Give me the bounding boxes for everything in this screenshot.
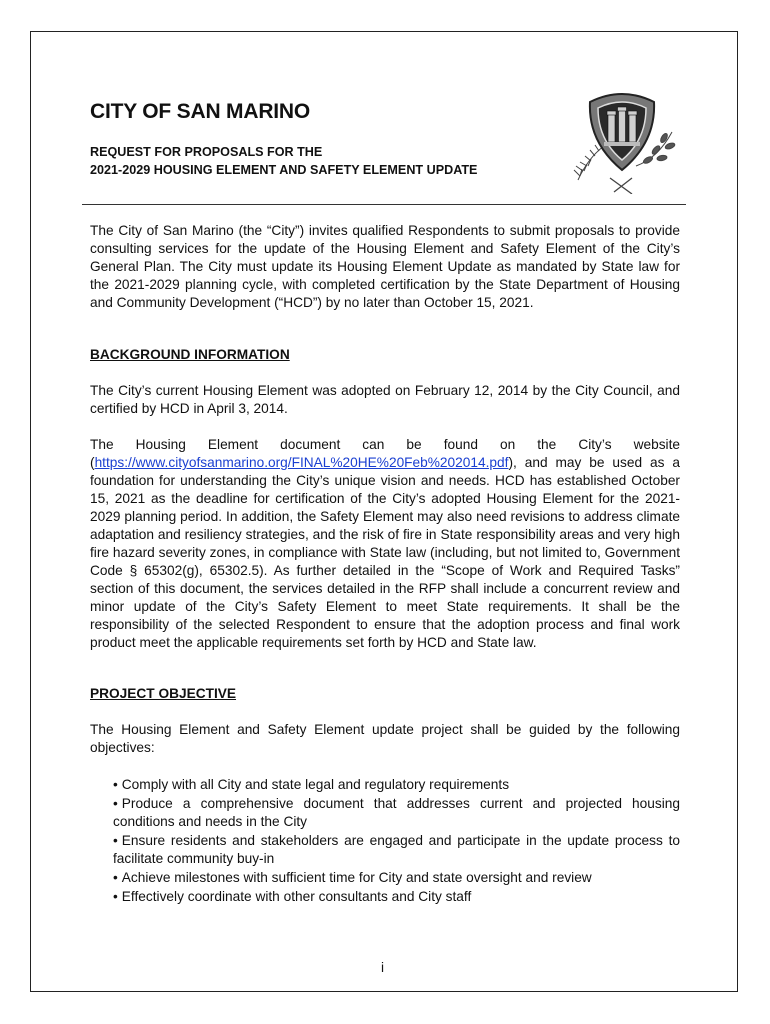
page-number: i <box>381 960 385 975</box>
objective-list <box>113 776 680 907</box>
list-item <box>113 776 680 794</box>
background-paragraph-1: The City’s current Housing Element was adopted on February 12, 2014 by the City Council, and certified by HCD in April 3, 2014. <box>90 383 680 416</box>
list-item-text: Ensure residents and stakeholders are engaged and participate in the update process to facilitate community buy-in <box>113 833 680 866</box>
bullet-icon: • <box>113 889 118 904</box>
bullet-icon: • <box>113 833 118 848</box>
header-divider <box>82 204 686 205</box>
city-seal-logo <box>560 88 684 194</box>
paragraph-text: ), and may be used as a foundation for understanding the City’s unique vision and needs. HCD has established October 15, 2021 as the deadline for certification of the City’s adopted Housing Element for the 2021-2029 planning period. In addition, the Safety Element may also need revisions to address climate adaptation and resiliency strategies, and the risk of fire in State responsibility areas and very high fire hazard severity zones, in compliance with State law (including, but not limited to, Government Code § 65302(g), 65302.5). As further detailed in the “Scope of Work and Required Tasks” section of this document, the services detailed in the RFP shall include a concurrent review and minor update of the City’s Safety Element to meet State requirements. It shall be the responsibility of the selected Respondent to ensure that the adoption process and final work product meet the applicable requirements set forth by HCD and State law. <box>90 455 680 650</box>
objective-heading: PROJECT OBJECTIVE <box>90 686 237 701</box>
list-item <box>113 795 680 831</box>
page-title: CITY OF SAN MARINO <box>90 100 311 123</box>
background-paragraph-2 <box>90 436 680 652</box>
intro-paragraph: The City of San Marino (the “City”) invites qualified Respondents to submit proposals to provide consulting services for the update of the Housing Element and Safety Element of the City’s General Plan. The City must update its Housing Element Update as mandated by State law for the 2021-2029 planning cycle, with completed certification by the State Department of Housing and Community Development (“HCD”) by no later than October 15, 2021. <box>90 223 680 310</box>
list-item-text: Achieve milestones with sufficient time for City and state oversight and review <box>121 870 592 885</box>
rfp-subtitle-line2: 2021-2029 HOUSING ELEMENT AND SAFETY ELEMENT UPDATE <box>90 163 478 177</box>
list-item <box>113 888 680 906</box>
objective-paragraph: The Housing Element and Safety Element update project shall be guided by the following objectives: <box>90 722 680 755</box>
list-item <box>113 832 680 868</box>
bullet-icon: • <box>113 796 118 811</box>
list-item-text: Effectively coordinate with other consultants and City staff <box>121 889 472 904</box>
background-heading: BACKGROUND INFORMATION <box>90 347 290 362</box>
paragraph-text: The Housing Element document can be found on the City’s website ( <box>90 437 680 470</box>
rfp-subtitle-line1: REQUEST FOR PROPOSALS FOR THE <box>90 145 323 159</box>
bullet-icon: • <box>113 870 118 885</box>
list-item-text: Comply with all City and state legal and regulatory requirements <box>121 777 510 792</box>
bullet-icon: • <box>113 777 118 792</box>
housing-element-link[interactable]: https://www.cityofsanmarino.org/FINAL%20HE%20Feb%202014.pdf <box>94 455 509 470</box>
list-item-text: Produce a comprehensive document that addresses current and projected housing conditions and needs in the City <box>113 796 680 829</box>
list-item <box>113 869 680 887</box>
